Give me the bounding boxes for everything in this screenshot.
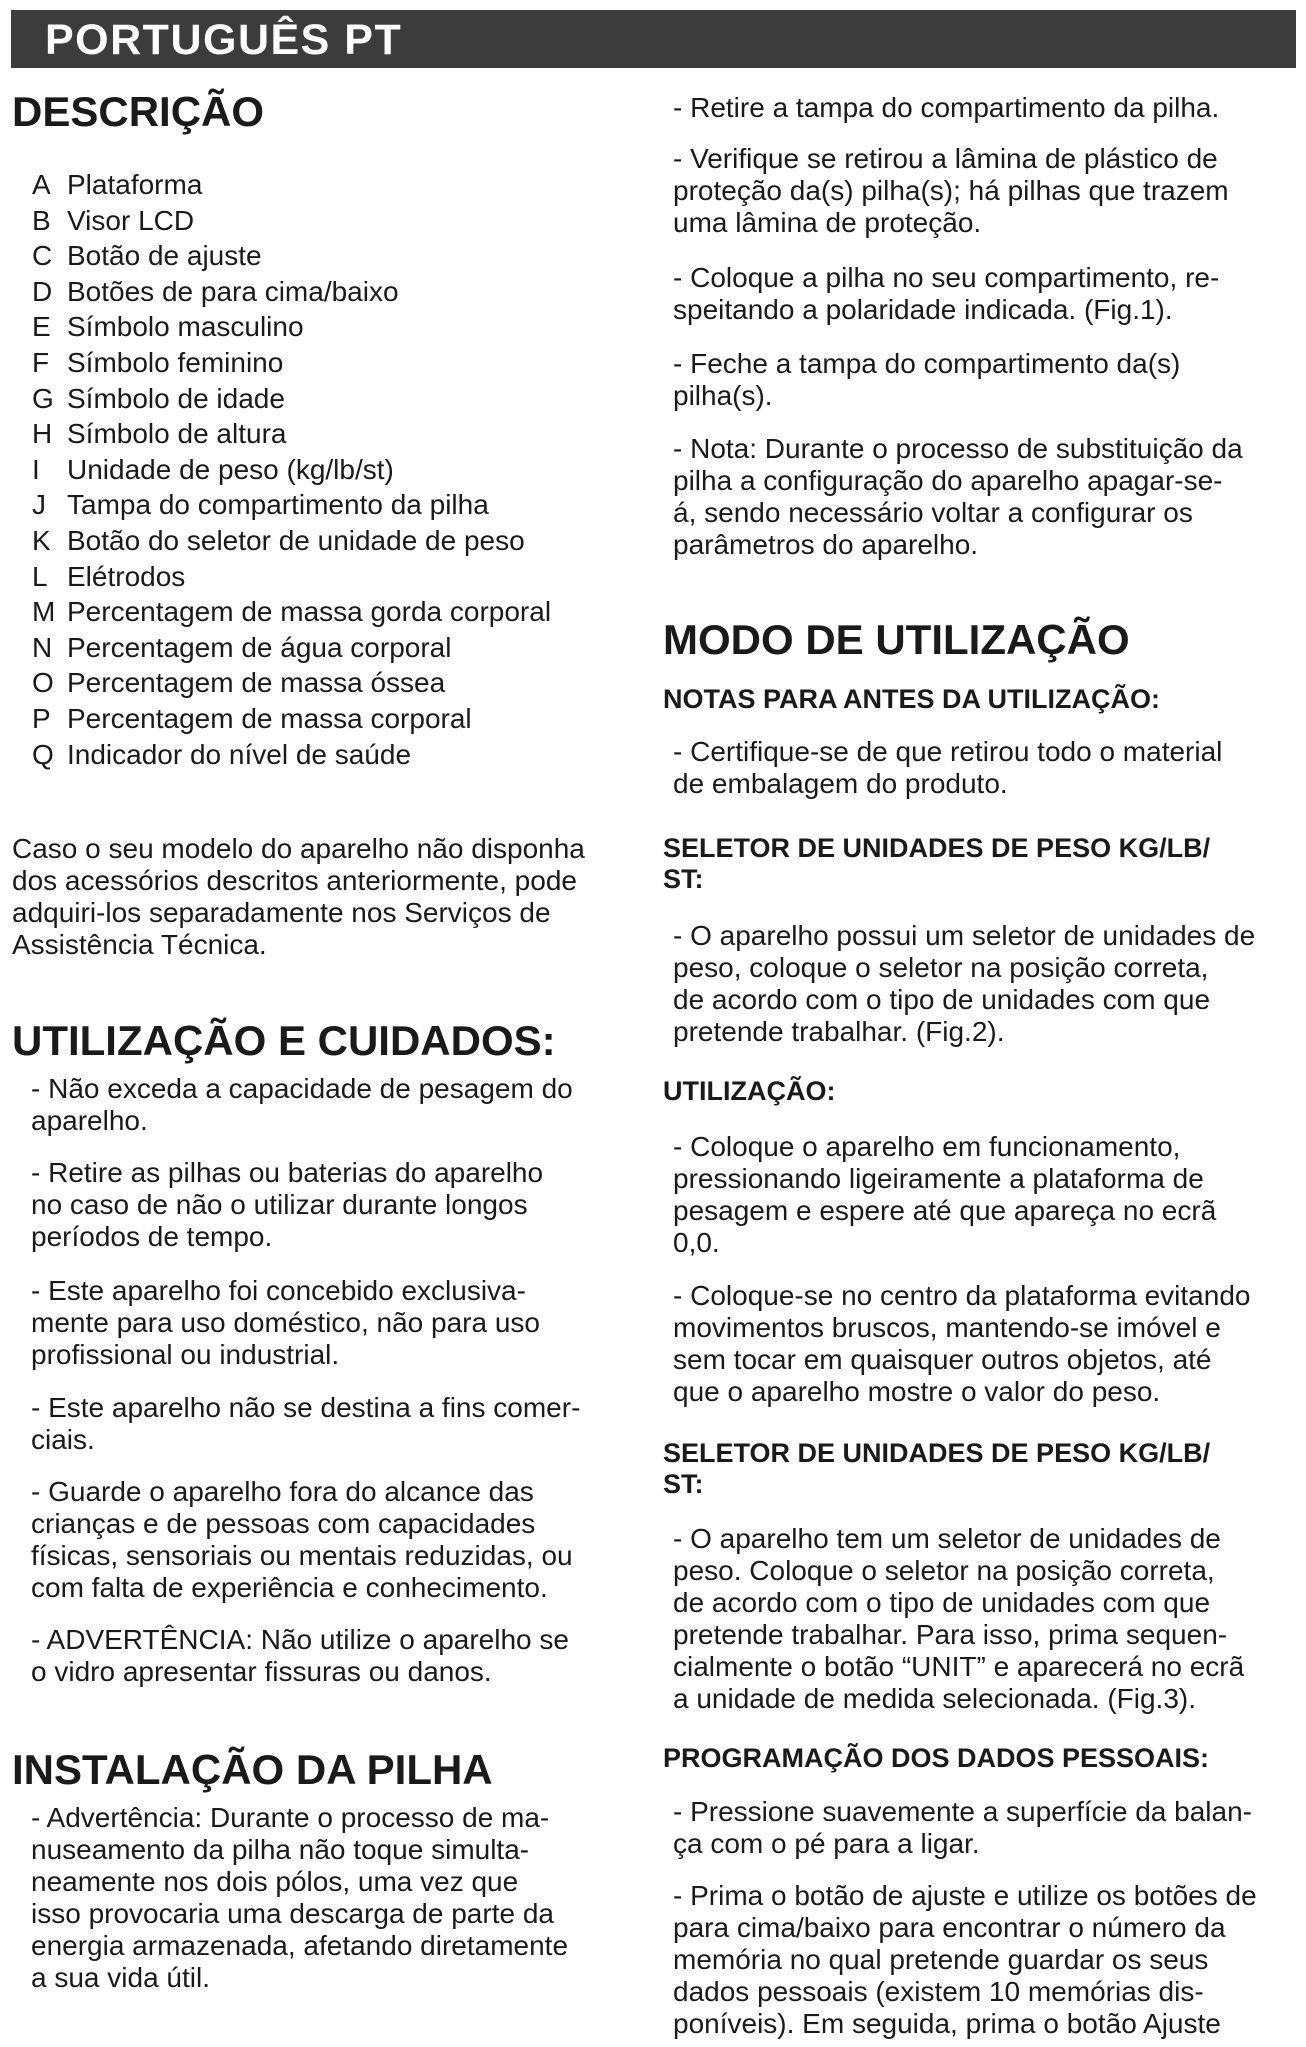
list-item: P Percentagem de massa corporal — [32, 702, 472, 734]
list-item: - Prima o botão de ajuste e utilize os botões de para cima/baixo para encontrar o número da memória no qual pretende guardar os seus dados pessoais (existem 10 memórias dis- poníveis). Em seguida, prima o botão Ajuste — [673, 1880, 1257, 2039]
list-item: C Botão de ajuste — [32, 240, 262, 272]
list-item: - Coloque o aparelho em funcionamento, pressionando ligeiramente a plataforma de pesagem e espere até que apareça no ecrã 0,0. — [673, 1131, 1217, 1258]
list-item: - Este aparelho foi concebido exclusiva- mente para uso doméstico, não para uso profissional ou industrial. — [31, 1275, 540, 1370]
list-item: - Coloque a pilha no seu compartimento, re- speitando a polaridade indicada. (Fig.1). — [673, 262, 1220, 325]
list-item: - Nota: Durante o processo de substituição da pilha a configuração do aparelho apagar-se- á, sendo necessário voltar a configurar os parâmetros do aparelho. — [673, 433, 1243, 560]
utilizacao-cuidados-title: UTILIZAÇÃO E CUIDADOS: — [12, 1017, 556, 1064]
list-item: D Botões de para cima/baixo — [32, 275, 399, 307]
modo-utilizacao-title: MODO DE UTILIZAÇÃO — [663, 616, 1130, 663]
seletor-title: SELETOR DE UNIDADES DE PESO KG/LB/ ST: — [663, 833, 1211, 894]
list-item: - Coloque-se no centro da plataforma evitando movimentos bruscos, mantendo-se imóvel e sem tocar em quaisquer outros objetos, até que o aparelho mostre o valor do peso. — [673, 1280, 1251, 1407]
parts-list — [32, 168, 551, 773]
utilizacao-title: UTILIZAÇÃO: — [663, 1076, 836, 1106]
descricao-title: DESCRIÇÃO — [12, 88, 265, 135]
accessories-note: Caso o seu modelo do aparelho não disponha dos acessórios descritos anteriormente, pode adquiri-los separadamente nos Serviços de Assistência Técnica. — [12, 833, 585, 960]
list-item: H Símbolo de altura — [32, 418, 287, 450]
list-item: B Visor LCD — [32, 204, 195, 236]
list-item: J Tampa do compartimento da pilha — [32, 489, 489, 521]
list-item: E Símbolo masculino — [32, 311, 304, 343]
language-label: PORTUGUÊS PT — [45, 16, 403, 64]
list-item: - Este aparelho não se destina a fins comer- ciais. — [31, 1392, 581, 1455]
list-item: L Elétrodos — [32, 560, 186, 592]
list-item: - ADVERTÊNCIA: Não utilize o aparelho se o vidro apresentar fissuras ou danos. — [31, 1624, 569, 1687]
list-item: A Plataforma — [32, 169, 203, 200]
list-item: - O aparelho possui um seletor de unidades de peso, coloque o seletor na posição correta, de acordo com o tipo de unidades com que pretende trabalhar. (Fig.2). — [673, 920, 1256, 1047]
list-item: I Unidade de peso (kg/lb/st) — [32, 453, 394, 485]
list-item: - Retire as pilhas ou baterias do aparelho no caso de não o utilizar durante longos períodos de tempo. — [31, 1157, 544, 1252]
list-item: - Pressione suavemente a superfície da balan- ça com o pé para a ligar. — [673, 1796, 1252, 1859]
instalacao-pilha-title: INSTALAÇÃO DA PILHA — [12, 1746, 493, 1793]
list-item: - Retire a tampa do compartimento da pilha. — [673, 92, 1220, 123]
list-item: M Percentagem de massa gorda corporal — [32, 596, 552, 628]
list-item: K Botão do seletor de unidade de peso — [32, 524, 525, 556]
seletor-title: SELETOR DE UNIDADES DE PESO KG/LB/ ST: — [663, 1438, 1211, 1499]
list-item: - Advertência: Durante o processo de ma- nuseamento da pilha não toque simulta- neamente nos dois pólos, uma vez que isso provocaria uma descarga de parte da energia armazenada, afetando diretamente a sua vida útil. — [31, 1802, 569, 1993]
list-item: G Símbolo de idade — [32, 382, 285, 414]
programacao-title: PROGRAMAÇÃO DOS DADOS PESSOAIS: — [663, 1743, 1210, 1773]
list-item: F Símbolo feminino — [32, 346, 284, 378]
list-item: - Verifique se retirou a lâmina de plástico de proteção da(s) pilha(s); há pilhas que trazem uma lâmina de proteção. — [673, 143, 1229, 238]
list-item: Q Indicador do nível de saúde — [32, 738, 412, 770]
list-item: O Percentagem de massa óssea — [32, 667, 446, 699]
language-banner — [11, 10, 1296, 68]
list-item: N Percentagem de água corporal — [32, 631, 452, 663]
list-item: - Feche a tampa do compartimento da(s) pilha(s). — [673, 348, 1181, 411]
list-item: - Certifique-se de que retirou todo o material de embalagem do produto. — [673, 736, 1223, 799]
list-item: - O aparelho tem um seletor de unidades de peso. Coloque o seletor na posição correta, de acordo com o tipo de unidades com que pretende trabalhar. Para isso, prima sequen- cialmente o botão “UNIT” e aparecerá no ecrã a unidade de medida selecionada. (Fig.3). — [673, 1523, 1245, 1714]
list-item: - Não exceda a capacidade de pesagem do aparelho. — [31, 1073, 573, 1136]
list-item: - Guarde o aparelho fora do alcance das crianças e de pessoas com capacidades físicas, sensoriais ou mentais reduzidas, ou com falta de experiência e conhecimento. — [31, 1476, 573, 1603]
notas-title: NOTAS PARA ANTES DA UTILIZAÇÃO: — [663, 684, 1160, 714]
